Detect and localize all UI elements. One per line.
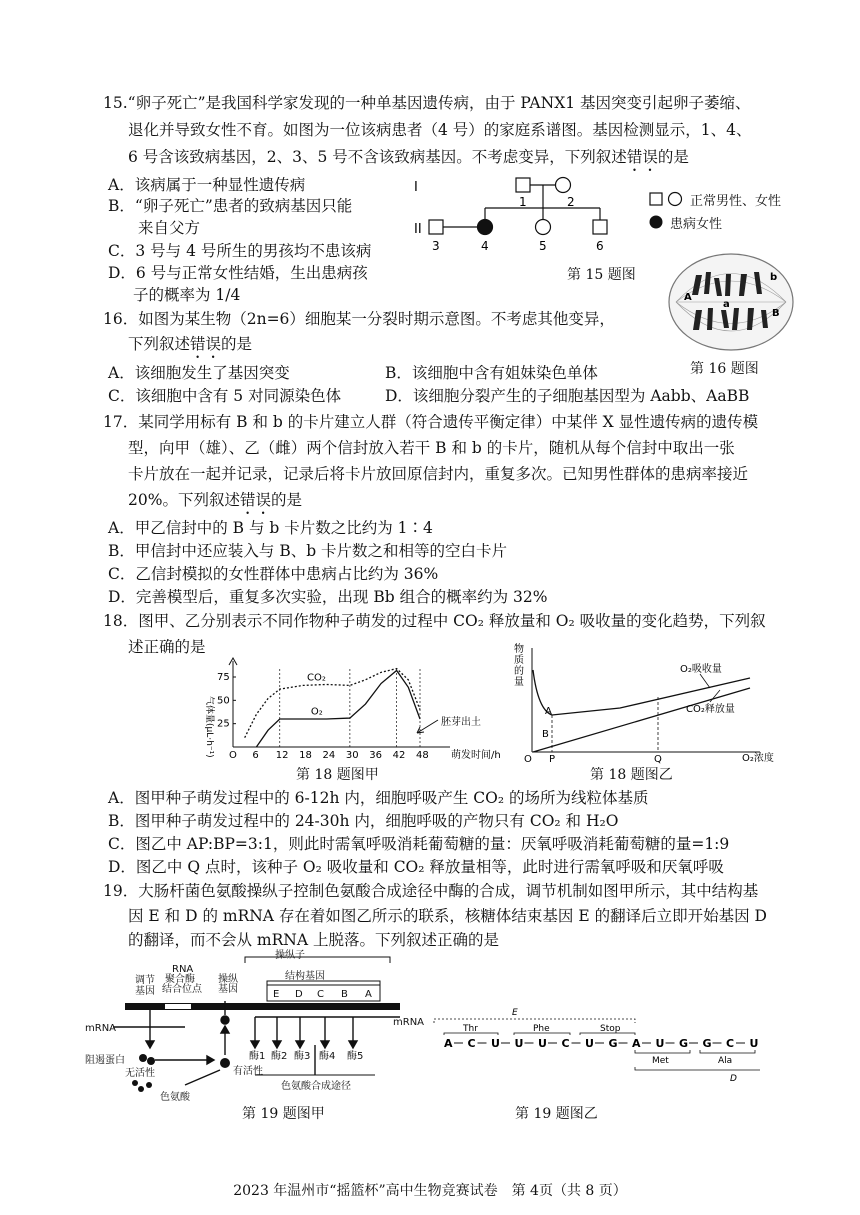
q17-line-4 [128,489,302,518]
mrna-base: G [679,1037,689,1050]
chart-a-ytick: 50 [217,695,230,707]
mrna-base: A [632,1037,641,1050]
q16-option-d: D．该细胞分裂产生的子细胞基因型为 Aabb、AaBB [385,387,750,405]
mrna-base: U [655,1037,665,1050]
gene-E: E [273,989,280,1000]
q18-caption-b: 第 18 题图乙 [590,767,673,783]
rna-pol-label-2: 聚合酶 [165,974,195,985]
q16-line-2 [128,333,252,362]
q18-option-d: D．图乙中 Q 点时，该种子 O₂ 吸收量和 CO₂ 释放量相等，此时进行需氧呼吸和厌氧呼吸 [108,858,724,876]
fig19b-thr: Thr [463,1024,478,1034]
chart-a-ytick: 25 [217,718,230,730]
chart-a-ylabel: 气体量(μL·h⁻¹) [204,696,214,758]
q17-option-c: C．乙信封模拟的女性群体中患病占比约为 36% [108,565,439,583]
enzyme-3: 酶3 [294,1051,311,1062]
pedigree-female-5 [536,220,551,235]
pedigree-chart [410,170,655,275]
q19-caption-a: 第 19 题图甲 [242,1106,325,1122]
fig19b-met: Met [652,1056,669,1066]
legend-affected: 患病女性 [670,217,723,232]
mrna-base: U [585,1037,594,1050]
gene-D: D [295,989,303,1000]
operon-label: 操纵子 [275,950,305,961]
chart-a-xtick: 6 [252,750,259,761]
enzyme-5: 酶5 [347,1051,364,1062]
q15-option-b: B．“卵子死亡”患者的致病基因只能 [108,197,353,215]
mrna-base: U [514,1037,524,1050]
chart-b-point-A: A [545,706,552,717]
q15-option-d: D．6 号与正常女性结婚，生出患病孩 [108,264,368,282]
chart-a-ytick: 75 [217,672,230,683]
reg-gene-label-1: 调节 [135,975,155,986]
chart-b [510,640,780,765]
q15-line-3-text: 6 号含该致病基因，2、3、5 号不含该致病基因。不考虑变异，下列叙述 [128,148,627,166]
ind-6-label: 6 [596,239,604,253]
rna-pol-label-3: 结合位点 [162,984,202,995]
q15-tail: 的是 [657,148,689,166]
ind-5-label: 5 [539,239,547,253]
chart-a-annotation: 胚芽出土 [441,717,481,728]
mrna-base: A [444,1037,453,1050]
q18-caption-a: 第 18 题图甲 [296,767,379,783]
chart-a-xtick: 12 [275,750,289,761]
q17-line-2: 型，向甲（雄）、乙（雌）两个信封放入若干 B 和 b 的卡片，随机从每个信封中取出一张 [128,439,735,457]
q17-option-b: B．甲信封中还应装入与 B、b 卡片数之和相等的空白卡片 [108,542,508,560]
ind-4-label: 4 [481,239,489,253]
gene-B: B [341,989,348,1000]
q16-line-2-tail: 的是 [221,335,253,353]
chart-b-point-B: B [542,729,549,740]
pedigree-male-1 [516,178,530,192]
q15-option-b-cont: 来自父方 [138,219,201,237]
q18-option-c: C．图乙中 AP:BP=3:1，则此时需氧呼吸消耗葡萄糖的量：厌氧呼吸消耗葡萄糖的量=1:9 [108,835,730,853]
chart-b-co2-pointer [710,690,720,702]
pedigree-male-3 [429,220,443,234]
chart-b-xlabel: O₂浓度 [742,753,774,764]
enzyme-1: 酶1 [249,1051,266,1062]
fig19a-mrna-left: mRNA [85,1023,117,1034]
chart-a-xtick: 24 [322,750,336,761]
q15-option-a: A．该病属于一种显性遗传病 [108,176,306,194]
gene-A: A [365,989,372,1000]
q19-line-2: 因 E 和 D 的 mRNA 存在着如图乙所示的联系，核糖体结束基因 E 的翻译后立即开始基因 D [128,907,767,925]
mrna-base: U [749,1037,759,1050]
inactive-label: 无活性 [125,1068,155,1079]
mrna-base: U [538,1037,547,1050]
chart-a-xtick: 48 [416,750,429,761]
legend-normal: 正常男性、女性 [690,194,782,209]
q17-emphasis: 错误 [239,491,271,509]
chart-a-xtick: 42 [392,750,406,761]
operon-diagram [85,945,425,1105]
q17-line-4-tail: 的是 [270,491,302,509]
fig19b-phe: Phe [533,1024,550,1034]
chart-b-point-P: P [549,754,556,765]
ind-2-label: 2 [567,195,575,209]
chart-b-ylabel: 物质的量 [514,644,524,688]
chart-b-series-co2: CO₂释放量 [686,704,735,715]
enzyme-2: 酶2 [271,1051,288,1062]
active-label: 有活性 [233,1066,263,1077]
chart-a-xtick: 18 [299,750,312,761]
pathway-label: 色氨酸合成途径 [281,1081,351,1092]
q15-line-2: 退化并导致女性不育。如图为一位该病患者（4 号）的家庭系谱图。基因检测显示，1、4、 [128,121,752,139]
cell-label-a: a [723,299,730,310]
q18-option-a: A．图甲种子萌发过程中的 6-12h 内，细胞呼吸产生 CO₂ 的场所为线粒体基质 [108,789,649,807]
chart-a-label-co2: CO₂ [307,672,326,684]
fig19b-D: D [730,1074,737,1084]
chart-a-series-o2 [256,670,420,747]
gen-1-label: I [414,180,418,195]
chart-a [195,655,501,763]
q16-option-a: A．该细胞发生了基因突变 [108,364,290,382]
gene-C: C [317,989,324,1000]
fig19b-ala: Ala [718,1056,733,1066]
chart-b-point-O: O [524,754,532,765]
mrna-base: G [702,1037,712,1050]
enzyme-4: 酶4 [319,1051,336,1062]
q18-option-b: B．图甲种子萌发过程中的 24-30h 内，细胞呼吸的产物只有 CO₂ 和 H₂O [108,812,619,830]
q16-emphasis: 错误 [190,335,222,353]
q16-caption: 第 16 题图 [690,361,759,377]
op-gene-label-2: 基因 [218,984,238,995]
q17-line-1: 17．某同学用标有 B 和 b 的卡片建立人群（符合遗传平衡定律）中某伴 X 显性遗传病的遗传模 [103,413,759,431]
fig19a-mrna-right: mRNA [393,1017,425,1028]
q15-caption: 第 15 题图 [567,267,636,283]
q17-line-3: 卡片放在一起并记录，记录后将卡片放回原信封内，重复多次。已知男性群体的患病率接近 [128,465,749,483]
gen-2-label: II [414,222,422,237]
op-gene-label-1: 操纵 [218,974,238,985]
mrna-base: C [561,1037,570,1050]
q16-option-c: C．该细胞中含有 5 对同源染色体 [108,387,342,405]
q16-line-1: 16．如图为某生物（2n=6）细胞某一分裂时期示意图。不考虑其他变异， [103,310,615,328]
ind-3-label: 3 [432,239,440,253]
mrna-base: C [467,1037,476,1050]
pedigree-male-6 [593,220,607,234]
cell-label-A: A [684,292,692,303]
q16-line-2-pre: 下列叙述 [128,335,191,353]
q17-option-a: A．甲乙信封中的 B 与 b 卡片数之比约为 1∶4 [108,519,433,537]
cell-label-B: B [772,308,780,319]
chart-a-xtick: 30 [345,750,359,761]
chart-b-series-o2: O₂吸收量 [680,664,722,675]
pedigree-female-2 [556,178,571,193]
mrna-base: C [726,1037,735,1050]
ind-1-label: 1 [519,195,527,209]
chart-b-o2-line [533,688,750,752]
mrna-base: U [491,1037,500,1050]
q18-line-1: 18．图甲、乙分别表示不同作物种子萌发的过程中 CO₂ 释放量和 O₂ 吸收量的变化趋势，下列叙 [103,612,766,630]
structural-gene-label: 结构基因 [285,971,325,982]
page-footer: 2023 年温州市“摇篮杯”高中生物竞赛试卷 第 4页（共 8 页） [233,1183,627,1199]
rna-pol-label-1: RNA [172,964,194,975]
q17-line-4-pre: 20%。下列叙述 [128,491,240,509]
q19-caption-b: 第 19 题图乙 [515,1106,598,1122]
q19-line-3: 的翻译，而不会从 mRNA 上脱落。下列叙述正确的是 [128,931,499,949]
q16-option-b: B．该细胞中含有姐妹染色单体 [385,364,598,382]
reg-gene-label-2: 基因 [135,986,155,997]
chart-a-xlabel: 萌发时间/h [451,750,501,761]
trp-label: 色氨酸 [160,1092,190,1103]
q15-line-1: 15.“卵子死亡”是我国科学家发现的一种单基因遗传病，由于 PANX1 基因突变引起卵子萎缩、 [103,94,751,112]
cell-division-diagram [666,250,796,355]
mrna-base: G [608,1037,618,1050]
q15-option-c: C．3 号与 4 号所生的男孩均不患该病 [108,242,372,260]
mrna-sequence-diagram [430,1005,780,1095]
chart-a-xtick: O [229,750,237,761]
repressor-label: 阻遏蛋白 [85,1055,125,1066]
chart-a-label-o2: O₂ [310,706,323,718]
q18-line-2: 述正确的是 [128,638,206,656]
chart-b-o2-pointer [700,674,710,688]
pedigree-female-4-affected [478,220,493,235]
fig19b-E: E [512,1008,518,1018]
q17-option-d: D．完善模型后，重复多次实验，出现 Bb 组合的概率约为 32% [108,588,548,606]
q15-option-d-cont: 子的概率为 1/4 [133,286,241,304]
q15-emphasis: 错误 [626,148,658,166]
chart-a-xtick: 36 [369,750,382,761]
chart-b-point-Q: Q [654,754,662,765]
q19-line-1: 19．大肠杆菌色氨酸操纵子控制色氨酸合成途径中酶的合成，调节机制如图甲所示，其中结构基 [103,882,759,900]
cell-label-b: b [770,272,778,283]
fig19b-stop: Stop [600,1024,621,1034]
promoter-box [165,1004,191,1009]
